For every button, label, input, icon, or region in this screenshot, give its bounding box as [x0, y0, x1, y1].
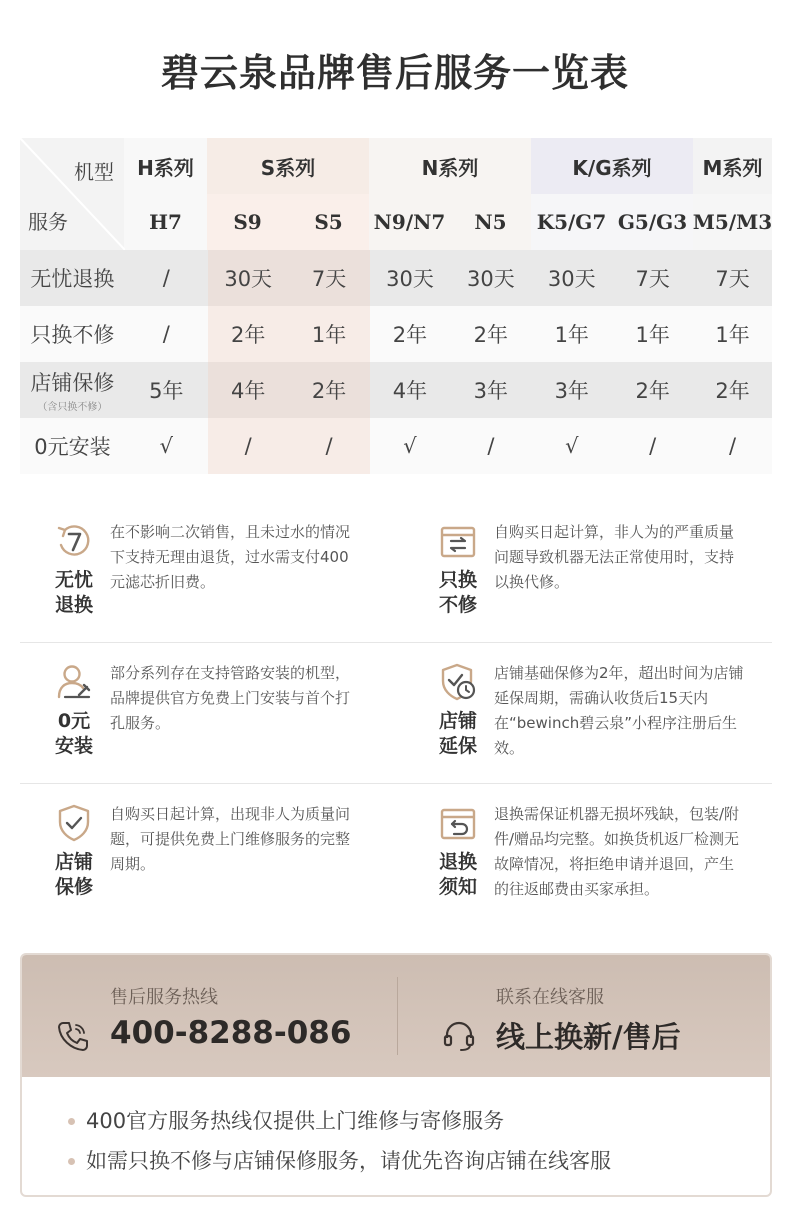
table-cell: 1年 — [289, 306, 370, 362]
online-service-block[interactable] — [396, 955, 770, 1077]
hotline-label: 售后服务热线 — [110, 987, 218, 1008]
table-row — [20, 306, 772, 362]
row-label-text: 只换不修 — [30, 323, 115, 347]
shield-check-icon — [53, 802, 95, 844]
shield-clock-icon — [437, 661, 479, 703]
seven-day-icon — [53, 520, 95, 562]
swap-box-icon — [437, 520, 479, 562]
series-s-header: S系列 — [207, 138, 369, 194]
installer-icon — [53, 661, 95, 703]
online-service-value[interactable]: 线上换新/售后 — [496, 1020, 681, 1054]
table-cell: 4年 — [208, 362, 289, 418]
row-label-text: 0元安装 — [34, 435, 111, 459]
table-cell: 1年 — [554, 323, 589, 347]
service-info-grid — [20, 502, 772, 925]
info-label: 只换 不修 — [438, 569, 477, 616]
table-cell: √ — [565, 434, 579, 458]
info-description: 自购买日起计算，非人为的严重质量问题导致机器无法正常使用时，支持以换代修。 — [494, 523, 735, 591]
corner-service-label: 服务 — [28, 210, 68, 234]
info-item-return-notice — [396, 784, 772, 925]
row-label — [20, 306, 125, 362]
row-label-text: 店铺保修 — [30, 371, 115, 395]
table-cell: 30天 — [208, 250, 289, 306]
table-cell: √ — [159, 434, 173, 458]
row-label-text: 无忧退换 — [30, 267, 115, 291]
service-table — [20, 138, 772, 474]
headset-icon — [442, 1019, 476, 1053]
table-cell: 2年 — [289, 362, 370, 418]
hotline-number[interactable]: 400-8288-086 — [110, 1015, 352, 1051]
info-item-extended-warranty — [396, 643, 772, 783]
contact-notes — [22, 1077, 770, 1181]
info-label: 退换 须知 — [438, 851, 477, 898]
row-label — [20, 362, 125, 418]
table-cell: 5年 — [149, 379, 184, 403]
table-cell: 7天 — [715, 267, 750, 291]
info-description: 在不影响二次销售，且未过水的情况下支持无理由退货，过水需支付400元滤芯折旧费。 — [110, 523, 351, 591]
table-cell: / — [729, 434, 737, 458]
info-label: 店铺 延保 — [438, 710, 477, 757]
table-cell: 30天 — [467, 267, 515, 291]
table-cell: 1年 — [715, 323, 750, 347]
table-row — [20, 418, 772, 474]
info-label: 0元 安装 — [54, 710, 93, 757]
table-cell: / — [289, 418, 370, 474]
online-service-label: 联系在线客服 — [496, 987, 604, 1008]
table-cell: / — [162, 322, 170, 346]
table-cell: 30天 — [547, 267, 596, 291]
contact-panel — [20, 953, 772, 1197]
info-label: 店铺 保修 — [54, 851, 93, 898]
list-item: 400官方服务热线仅提供上门维修与寄修服务 — [66, 1101, 770, 1141]
table-cell: 2年 — [392, 323, 428, 347]
model-n5: N5 — [450, 194, 531, 250]
info-item-free-install — [20, 643, 396, 783]
table-cell: 2年 — [208, 306, 289, 362]
table-cell: 2年 — [473, 323, 509, 347]
table-cell: / — [208, 418, 289, 474]
info-item-replace-not-repair — [396, 502, 772, 642]
table-cell: 3年 — [554, 379, 589, 403]
model-h7: H7 — [124, 194, 207, 250]
info-description: 部分系列存在支持管路安装的机型，品牌提供官方免费上门安装与首个打孔服务。 — [110, 664, 351, 732]
table-cell: 4年 — [392, 379, 428, 403]
table-cell: / — [649, 434, 657, 458]
table-row — [20, 250, 772, 306]
row-label — [20, 418, 125, 474]
return-box-icon — [437, 802, 479, 844]
table-cell: 1年 — [635, 323, 670, 347]
series-kg-header: K/G系列 — [531, 138, 693, 194]
hotline-block[interactable] — [22, 955, 396, 1077]
model-g5-g3: G5/G3 — [612, 194, 693, 250]
table-row — [20, 362, 772, 418]
model-m5-m3: M5/M3 — [693, 194, 772, 250]
model-s5: S5 — [288, 194, 369, 250]
series-m-header: M系列 — [693, 138, 772, 194]
table-cell: 2年 — [715, 379, 750, 403]
info-label: 无忧 退换 — [54, 569, 93, 616]
page-title: 碧云泉品牌售后服务一览表 — [160, 51, 629, 95]
table-cell: √ — [403, 434, 417, 458]
corner-model-label: 机型 — [74, 160, 114, 184]
table-cell: 3年 — [473, 379, 509, 403]
info-description: 自购买日起计算，出现非人为质量问题，可提供免费上门维修服务的完整周期。 — [110, 805, 351, 873]
table-cell: / — [162, 266, 170, 290]
info-item-store-warranty — [20, 784, 396, 925]
series-n-header: N系列 — [369, 138, 531, 194]
model-s9: S9 — [207, 194, 288, 250]
phone-icon — [56, 1019, 90, 1053]
series-h-header: H系列 — [124, 138, 207, 194]
info-item-worry-free-return — [20, 502, 396, 642]
row-label — [20, 250, 125, 306]
model-n9-n7: N9/N7 — [369, 194, 450, 250]
model-k5-g7: K5/G7 — [531, 194, 612, 250]
list-item: 如需只换不修与店铺保修服务，请优先咨询店铺在线客服 — [66, 1141, 770, 1181]
table-corner — [20, 138, 124, 250]
info-description: 店铺基础保修为2年，超出时间为店铺延保周期，需确认收货后15天内在“bewinch碧云泉”小程序注册后生效。 — [494, 664, 744, 757]
info-description: 退换需保证机器无损坏残缺，包装/附件/赠品均完整。如换货机返厂检测无故障情况，将拒绝申请并退回，产生的往返邮费由买家承担。 — [494, 805, 740, 898]
table-cell: 7天 — [289, 250, 370, 306]
table-cell: 2年 — [635, 379, 670, 403]
table-cell: / — [487, 434, 495, 458]
table-cell: 30天 — [386, 267, 434, 291]
table-cell: 7天 — [635, 267, 670, 291]
row-label-note: （含只换不修） — [37, 402, 108, 413]
